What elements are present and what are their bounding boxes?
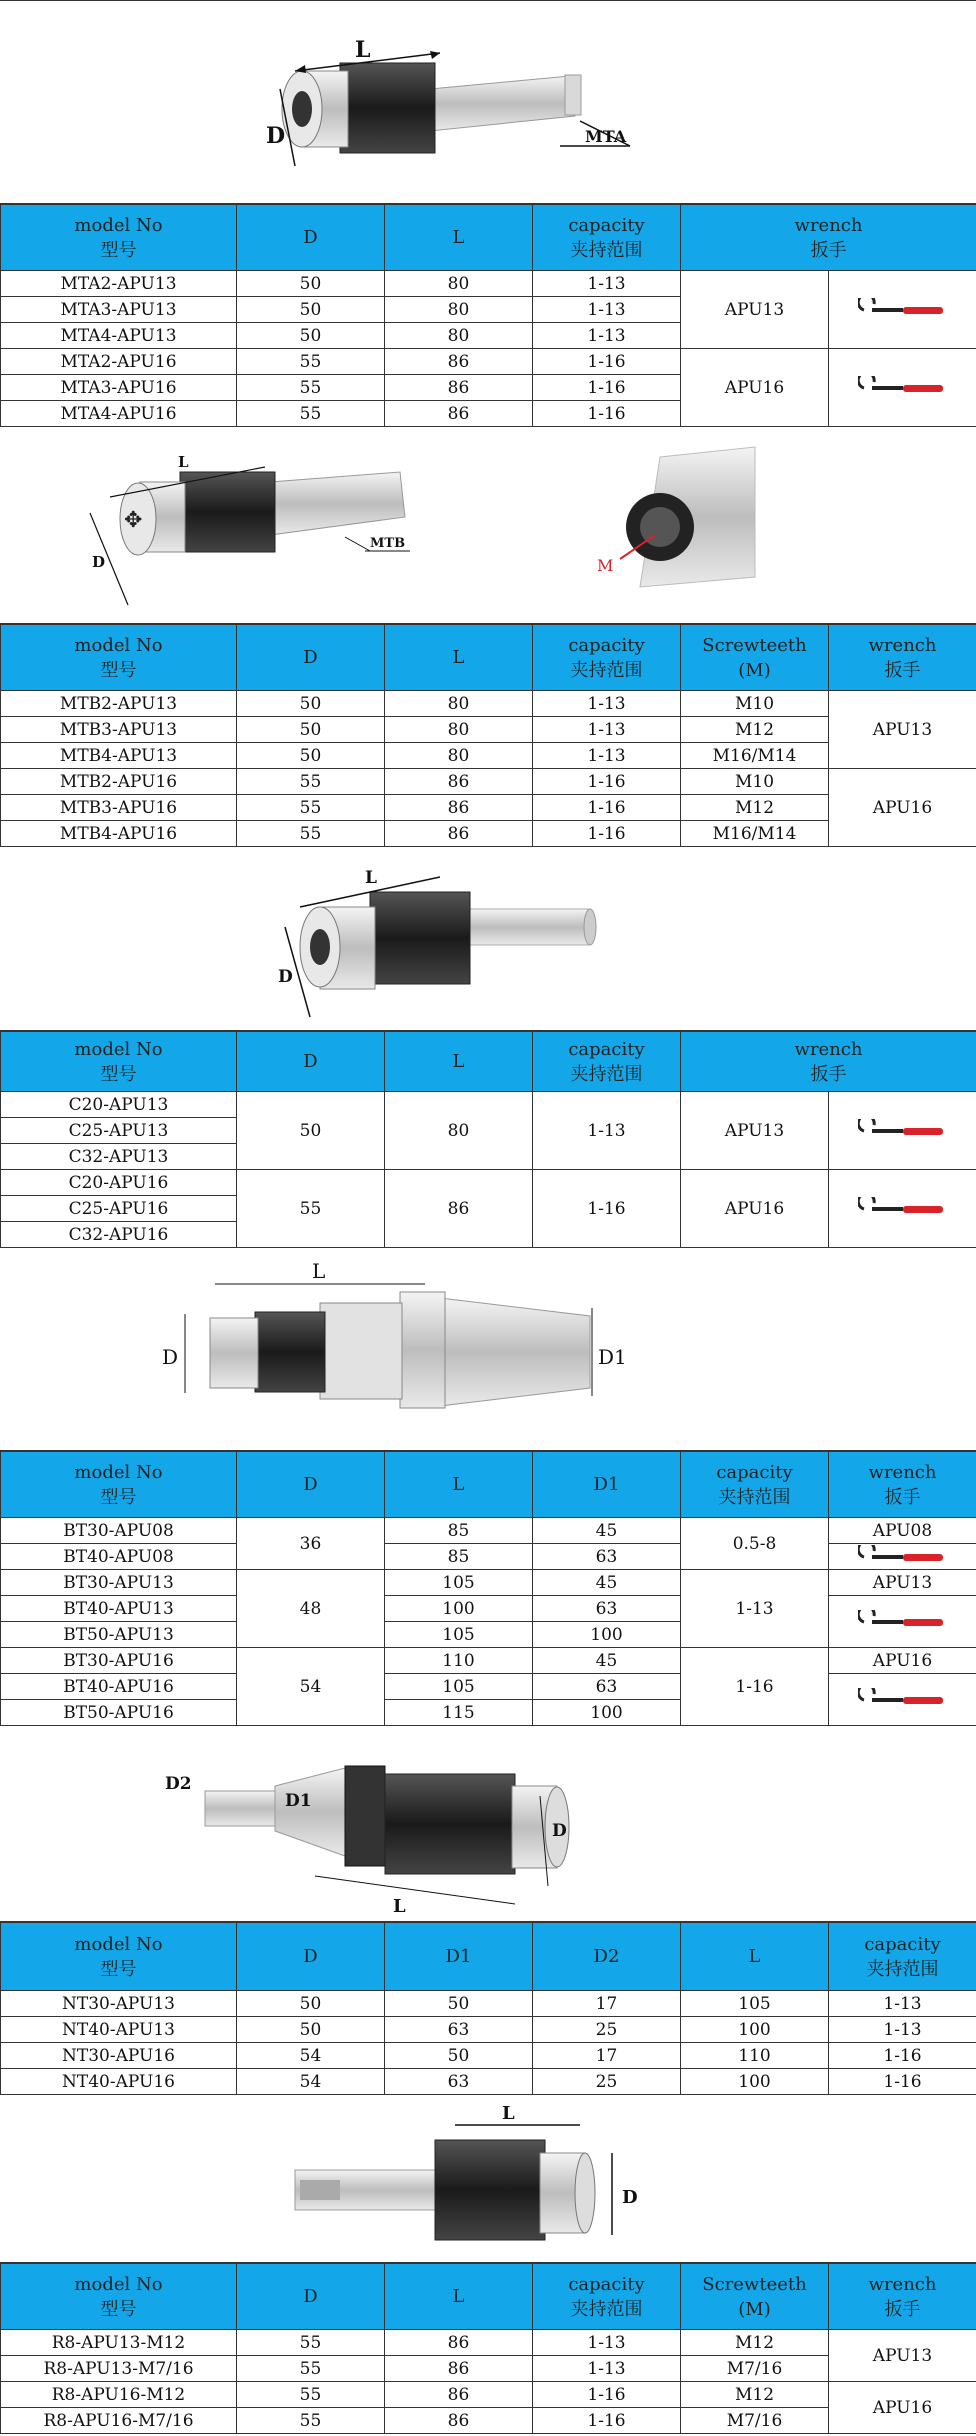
cell-model: R8-APU16-M7/16 [1,2408,237,2434]
thread-label-m: M [597,556,614,575]
header-l: L [385,625,533,691]
cell-wrench-image [829,1170,976,1248]
wrench-icon [858,1545,948,1569]
cell-d1: 63 [533,1544,681,1570]
header-wrench: wrench 扳手 [681,1032,976,1092]
cell-capacity: 1-13 [829,1991,976,2017]
cell-d: 55 [237,1170,385,1248]
cell-wrench-model: APU13 [681,1092,829,1170]
straight-shank-chuck-illustration [0,847,976,1031]
cell-d: 55 [237,401,385,427]
cell-model: BT40-APU16 [1,1674,237,1700]
cell-model: C25-APU16 [1,1196,237,1222]
header-l: L [681,1923,829,1991]
cell-l: 86 [385,1170,533,1248]
cell-wrench-model: APU16 [681,1170,829,1248]
cell-d: 50 [237,2017,385,2043]
table-r8 [0,2263,976,2434]
header-d: D [237,1923,385,1991]
cell-capacity: 1-16 [533,401,681,427]
table-row [1,2382,976,2408]
table-row [1,271,976,297]
cell-model: R8-APU13-M12 [1,2330,237,2356]
table-header-row [1,625,976,691]
cell-capacity: 1-16 [829,2043,976,2069]
header-d: D [237,205,385,271]
table-header-row [1,1032,976,1092]
table-row [1,1544,976,1570]
cell-d1: 100 [533,1622,681,1648]
dim-label-L: L [393,1896,406,1917]
cell-d: 54 [237,1648,385,1726]
cell-d1: 63 [533,1674,681,1700]
cell-wrench-image [829,1092,976,1170]
cell-d1: 45 [533,1648,681,1674]
cell-capacity: 1-13 [533,743,681,769]
dim-label-D1: D1 [598,1345,627,1369]
cell-model: C32-APU16 [1,1222,237,1248]
table-straight-shank [0,1031,976,1248]
cell-l: 80 [385,297,533,323]
dim-label-D1: D1 [285,1791,312,1811]
cell-capacity: 1-13 [829,2017,976,2043]
cell-l: 80 [385,691,533,717]
header-capacity: capacity 夹持范围 [533,1032,681,1092]
header-wrench: wrench 扳手 [681,205,976,271]
cell-l: 86 [385,375,533,401]
cell-d: 50 [237,717,385,743]
table-row [1,1170,976,1196]
taper-label-mtb: MTB [370,536,406,551]
cell-screwteeth: M7/16 [681,2408,829,2434]
table-header-row [1,1452,976,1518]
cell-screwteeth: M12 [681,717,829,743]
dim-label-L: L [312,1259,326,1283]
table-row [1,769,976,795]
cell-model: MTB3-APU16 [1,795,237,821]
cell-d: 55 [237,2382,385,2408]
cell-screwteeth: M10 [681,691,829,717]
cell-d: 55 [237,375,385,401]
cell-l: 100 [681,2017,829,2043]
cell-model: C20-APU13 [1,1092,237,1118]
cell-model: NT40-APU13 [1,2017,237,2043]
wrench-icon [858,376,948,400]
cell-wrench-model: APU16 [829,769,976,847]
header-l: L [385,1452,533,1518]
cell-d: 50 [237,691,385,717]
cell-l: 85 [385,1544,533,1570]
header-capacity: capacity 夹持范围 [533,205,681,271]
header-model: model No 型号 [1,625,237,691]
cell-capacity: 1-16 [533,795,681,821]
cell-screwteeth: M10 [681,769,829,795]
cell-screwteeth: M16/M14 [681,821,829,847]
cell-model: MTB3-APU13 [1,717,237,743]
cell-capacity: 1-13 [533,271,681,297]
cell-model: MTB2-APU13 [1,691,237,717]
cell-l: 86 [385,2382,533,2408]
cell-model: C20-APU16 [1,1170,237,1196]
table-bt [0,1451,976,1726]
cell-d: 50 [237,271,385,297]
cell-wrench-image [829,271,976,349]
header-wrench: wrench 扳手 [829,2264,976,2330]
cell-d: 54 [237,2043,385,2069]
cell-capacity: 1-16 [533,1170,681,1248]
cell-l: 110 [681,2043,829,2069]
table-header-row [1,1923,976,1991]
table-row [1,2017,976,2043]
table-row [1,1674,976,1700]
header-capacity: capacity 夹持范围 [681,1452,829,1518]
header-screwteeth: Screwteeth (M) [681,625,829,691]
cell-l: 85 [385,1518,533,1544]
cell-l: 86 [385,401,533,427]
cell-l: 86 [385,821,533,847]
cell-l: 80 [385,743,533,769]
cell-d: 55 [237,349,385,375]
cell-model: MTA3-APU13 [1,297,237,323]
cell-l: 100 [681,2069,829,2095]
dim-label-L: L [365,868,377,888]
cell-wrench-image [829,349,976,427]
header-capacity: capacity 夹持范围 [533,625,681,691]
cell-l: 115 [385,1700,533,1726]
cell-l: 86 [385,2408,533,2434]
cell-model: C25-APU13 [1,1118,237,1144]
cell-l: 110 [385,1648,533,1674]
cell-model: R8-APU13-M7/16 [1,2356,237,2382]
cell-d2: 17 [533,1991,681,2017]
wrench-icon [858,298,948,322]
cell-d: 55 [237,821,385,847]
cell-model: MTB2-APU16 [1,769,237,795]
cell-d: 50 [237,297,385,323]
header-d: D [237,2264,385,2330]
cell-l: 80 [385,323,533,349]
header-d1: D1 [533,1452,681,1518]
cell-d2: 25 [533,2017,681,2043]
cell-d: 50 [237,743,385,769]
header-d1: D1 [385,1923,533,1991]
cell-model: BT40-APU13 [1,1596,237,1622]
cell-capacity: 1-16 [533,2382,681,2408]
cell-l: 105 [385,1622,533,1648]
cell-capacity: 1-16 [533,349,681,375]
cell-d1: 45 [533,1570,681,1596]
header-model: model No 型号 [1,205,237,271]
table-row [1,1518,976,1544]
nt-chuck-illustration [0,1726,976,1922]
cell-d1: 63 [385,2017,533,2043]
dim-label-L: L [178,453,189,471]
cell-screwteeth: M12 [681,2330,829,2356]
header-capacity: capacity 夹持范围 [829,1923,976,1991]
cell-capacity: 1-16 [829,2069,976,2095]
cell-model: NT30-APU13 [1,1991,237,2017]
cell-capacity: 1-16 [533,375,681,401]
r8-chuck-illustration [0,2095,976,2263]
table-mta [0,204,976,427]
wrench-icon [858,1119,948,1143]
header-model: model No 型号 [1,1032,237,1092]
table-row [1,2330,976,2356]
cell-capacity: 1-16 [533,2408,681,2434]
cell-wrench-model: APU13 [829,1570,976,1596]
cell-l: 86 [385,769,533,795]
cell-model: MTA2-APU13 [1,271,237,297]
cell-wrench-model: APU16 [829,1648,976,1674]
header-l: L [385,2264,533,2330]
cell-d2: 25 [533,2069,681,2095]
mtb-chuck-illustration [0,427,976,624]
dim-label-D: D [92,553,106,571]
cell-capacity: 1-16 [533,821,681,847]
cell-d1: 50 [385,1991,533,2017]
cell-d1: 63 [385,2069,533,2095]
cell-d: 48 [237,1570,385,1648]
cell-model: BT40-APU08 [1,1544,237,1570]
dim-label-D: D [162,1345,179,1369]
cell-model: MTB4-APU16 [1,821,237,847]
cell-screwteeth: M7/16 [681,2356,829,2382]
header-wrench: wrench 扳手 [829,625,976,691]
table-row [1,349,976,375]
cell-model: BT30-APU08 [1,1518,237,1544]
wrench-icon [858,1610,948,1634]
cell-model: MTA4-APU16 [1,401,237,427]
cell-wrench-model: APU13 [681,271,829,349]
cell-l: 86 [385,2356,533,2382]
cell-l: 105 [385,1570,533,1596]
dim-label-D: D [278,967,293,987]
cell-capacity: 1-13 [681,1570,829,1648]
cell-wrench-model: APU16 [829,2382,976,2434]
cell-wrench-image [829,1674,976,1726]
cell-d: 54 [237,2069,385,2095]
section1-drawing [0,0,976,204]
cell-l: 86 [385,795,533,821]
mta-chuck-illustration [0,1,976,205]
cell-wrench-model: APU16 [681,349,829,427]
header-model: model No 型号 [1,2264,237,2330]
cell-capacity: 1-13 [533,1092,681,1170]
header-capacity: capacity 夹持范围 [533,2264,681,2330]
section6-drawing [0,2095,976,2263]
cell-d2: 17 [533,2043,681,2069]
cell-l: 86 [385,349,533,375]
cell-model: BT30-APU13 [1,1570,237,1596]
cell-capacity: 1-13 [533,297,681,323]
table-row [1,1092,976,1118]
cell-l: 100 [385,1596,533,1622]
table-row [1,1991,976,2017]
cell-model: BT50-APU16 [1,1700,237,1726]
table-mtb [0,624,976,847]
cell-d: 55 [237,2356,385,2382]
header-screwteeth: Screwteeth (M) [681,2264,829,2330]
cell-capacity: 1-16 [533,769,681,795]
header-d2: D2 [533,1923,681,1991]
table-header-row [1,205,976,271]
cell-d: 55 [237,795,385,821]
header-model: model No 型号 [1,1923,237,1991]
cell-model: MTA4-APU13 [1,323,237,349]
dim-label-D2: D2 [165,1774,192,1794]
cell-l: 105 [681,1991,829,2017]
cell-l: 105 [385,1674,533,1700]
bt-chuck-illustration [0,1248,976,1451]
cell-d: 50 [237,1991,385,2017]
section3-drawing [0,847,976,1031]
cell-l: 80 [385,717,533,743]
table-header-row [1,2264,976,2330]
cell-model: MTA2-APU16 [1,349,237,375]
cell-screwteeth: M16/M14 [681,743,829,769]
wrench-icon [858,1197,948,1221]
cell-d1: 50 [385,2043,533,2069]
cell-d: 55 [237,769,385,795]
cell-model: MTA3-APU16 [1,375,237,401]
wrench-icon [858,1688,948,1712]
cell-model: BT30-APU16 [1,1648,237,1674]
cell-d: 55 [237,2408,385,2434]
cell-l: 80 [385,1092,533,1170]
cell-capacity: 1-13 [533,323,681,349]
table-row [1,1570,976,1596]
cell-l: 86 [385,2330,533,2356]
cell-capacity: 1-13 [533,691,681,717]
section2-drawing [0,427,976,624]
table-row [1,1596,976,1622]
table-row [1,2069,976,2095]
table-nt [0,1922,976,2095]
cell-d: 55 [237,2330,385,2356]
header-d: D [237,1032,385,1092]
dim-label-D: D [552,1821,567,1841]
table-row [1,2043,976,2069]
header-d: D [237,1452,385,1518]
cell-d: 50 [237,323,385,349]
cell-wrench-image [829,1596,976,1648]
cell-d: 36 [237,1518,385,1570]
cell-screwteeth: M12 [681,2382,829,2408]
cell-d1: 100 [533,1700,681,1726]
header-l: L [385,1032,533,1092]
cell-capacity: 1-13 [533,717,681,743]
cell-d: 50 [237,1092,385,1170]
cell-screwteeth: M12 [681,795,829,821]
cell-wrench-model: APU08 [829,1518,976,1544]
cell-wrench-model: APU13 [829,691,976,769]
cell-capacity: 0.5-8 [681,1518,829,1570]
cell-model: MTB4-APU13 [1,743,237,769]
table-row [1,1648,976,1674]
header-model: model No 型号 [1,1452,237,1518]
cell-model: R8-APU16-M12 [1,2382,237,2408]
cell-l: 80 [385,271,533,297]
cell-wrench-image [829,1544,976,1570]
cell-model: C32-APU13 [1,1144,237,1170]
taper-label-mta: MTA [585,127,627,146]
cell-d1: 63 [533,1596,681,1622]
cell-capacity: 1-13 [533,2330,681,2356]
dim-label-L: L [355,37,371,63]
dim-label-D: D [266,123,286,149]
header-wrench: wrench 扳手 [829,1452,976,1518]
svg-text:✥: ✥ [124,508,143,533]
dim-label-L: L [502,2103,515,2124]
header-l: L [385,205,533,271]
cell-model: NT30-APU16 [1,2043,237,2069]
dim-label-D: D [622,2187,638,2208]
header-d: D [237,625,385,691]
cell-wrench-model: APU13 [829,2330,976,2382]
section4-drawing [0,1248,976,1451]
cell-model: NT40-APU16 [1,2069,237,2095]
section5-drawing [0,1726,976,1922]
cell-d1: 45 [533,1518,681,1544]
table-row [1,691,976,717]
cell-capacity: 1-13 [533,2356,681,2382]
cell-model: BT50-APU13 [1,1622,237,1648]
cell-capacity: 1-16 [681,1648,829,1726]
